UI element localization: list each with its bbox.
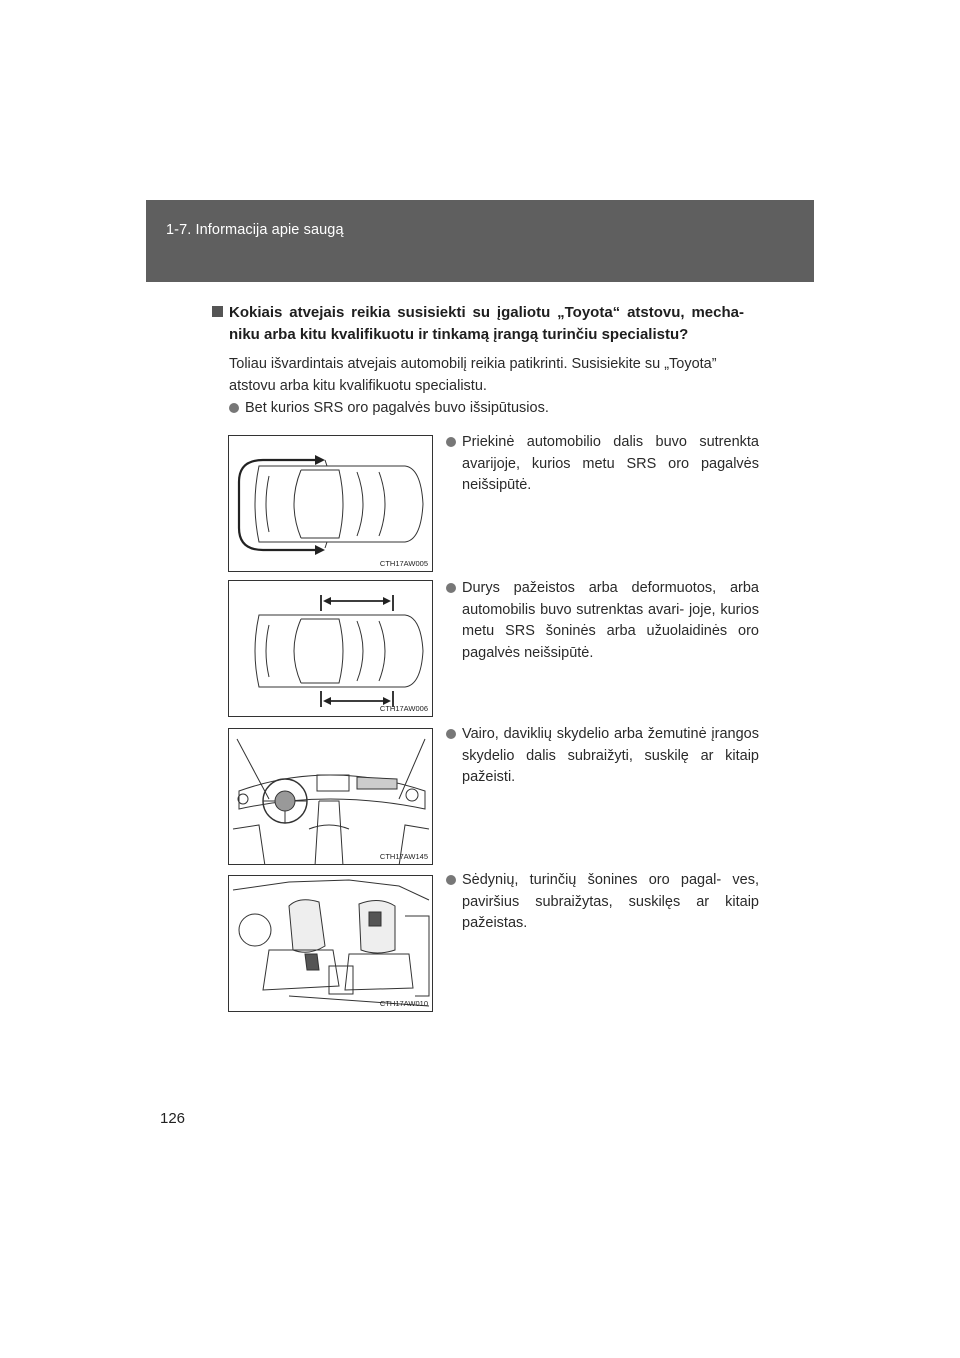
figure-code: CTH17AW010 [379, 999, 428, 1008]
section-header-band [146, 200, 814, 282]
bullet-airbags-deployed [229, 398, 759, 420]
bullet-seat-damage [446, 870, 759, 935]
figure-seats [228, 875, 433, 1012]
section-title: 1-7. Informacija apie saugą [166, 222, 344, 238]
bullet-text: Sėdynių, turinčių šonines oro pagal- ves, paviršius subraižytas, suskilęs ar kitaip pažeistas. [462, 872, 759, 931]
question-intro: Toliau išvardintais atvejais automobilį reikia patikrinti. Susisiekite su „Toyota” atstovu arba kitu kvalifikuotu specialistu. [229, 356, 717, 394]
square-bullet-icon [212, 306, 223, 317]
round-bullet-icon [446, 437, 456, 447]
bullet-door-damage [446, 578, 759, 664]
car-top-view-side-illustration [229, 581, 433, 717]
dashboard-illustration [229, 729, 433, 865]
bullet-text: Priekinė automobilio dalis buvo sutrenkta avarijoje, kurios metu SRS oro pagalvės neišsipūtė. [462, 434, 759, 493]
round-bullet-icon [446, 583, 456, 593]
figure-code: CTH17AW006 [379, 704, 428, 713]
seats-illustration [229, 876, 433, 1012]
bullet-front-impact [446, 432, 759, 497]
round-bullet-icon [229, 403, 239, 413]
figure-code: CTH17AW145 [379, 852, 428, 861]
page-number: 126 [160, 1110, 186, 1127]
question-heading-text: Kokiais atvejais reikia susisiekti su įgaliotu „Toyota“ atstovu, mecha- niku arba kitu kvalifikuotu ir tinkamą įrangą turinčiu specialistu? [229, 304, 744, 343]
round-bullet-icon [446, 875, 456, 885]
figure-front-impact [228, 435, 433, 572]
question-block [212, 302, 744, 397]
figure-dashboard [228, 728, 433, 865]
car-top-view-front-illustration [229, 436, 433, 572]
bullet-text: Vairo, daviklių skydelio arba žemutinė įrangos skydelio dalis subraižyti, suskilę ar kitaip pažeisti. [462, 726, 759, 785]
bullet-text: Durys pažeistos arba deformuotos, arba automobilis buvo sutrenktas avari- joje, kurios metu SRS šoninės arba užuolaidinės oro pagalvės neišsipūtė. [462, 580, 759, 661]
figure-code: CTH17AW005 [379, 559, 428, 568]
bullet-text: Bet kurios SRS oro pagalvės buvo išsipūtusios. [245, 400, 549, 416]
round-bullet-icon [446, 729, 456, 739]
bullet-dashboard-damage [446, 724, 759, 789]
figure-side-impact [228, 580, 433, 717]
question-heading [212, 302, 744, 345]
